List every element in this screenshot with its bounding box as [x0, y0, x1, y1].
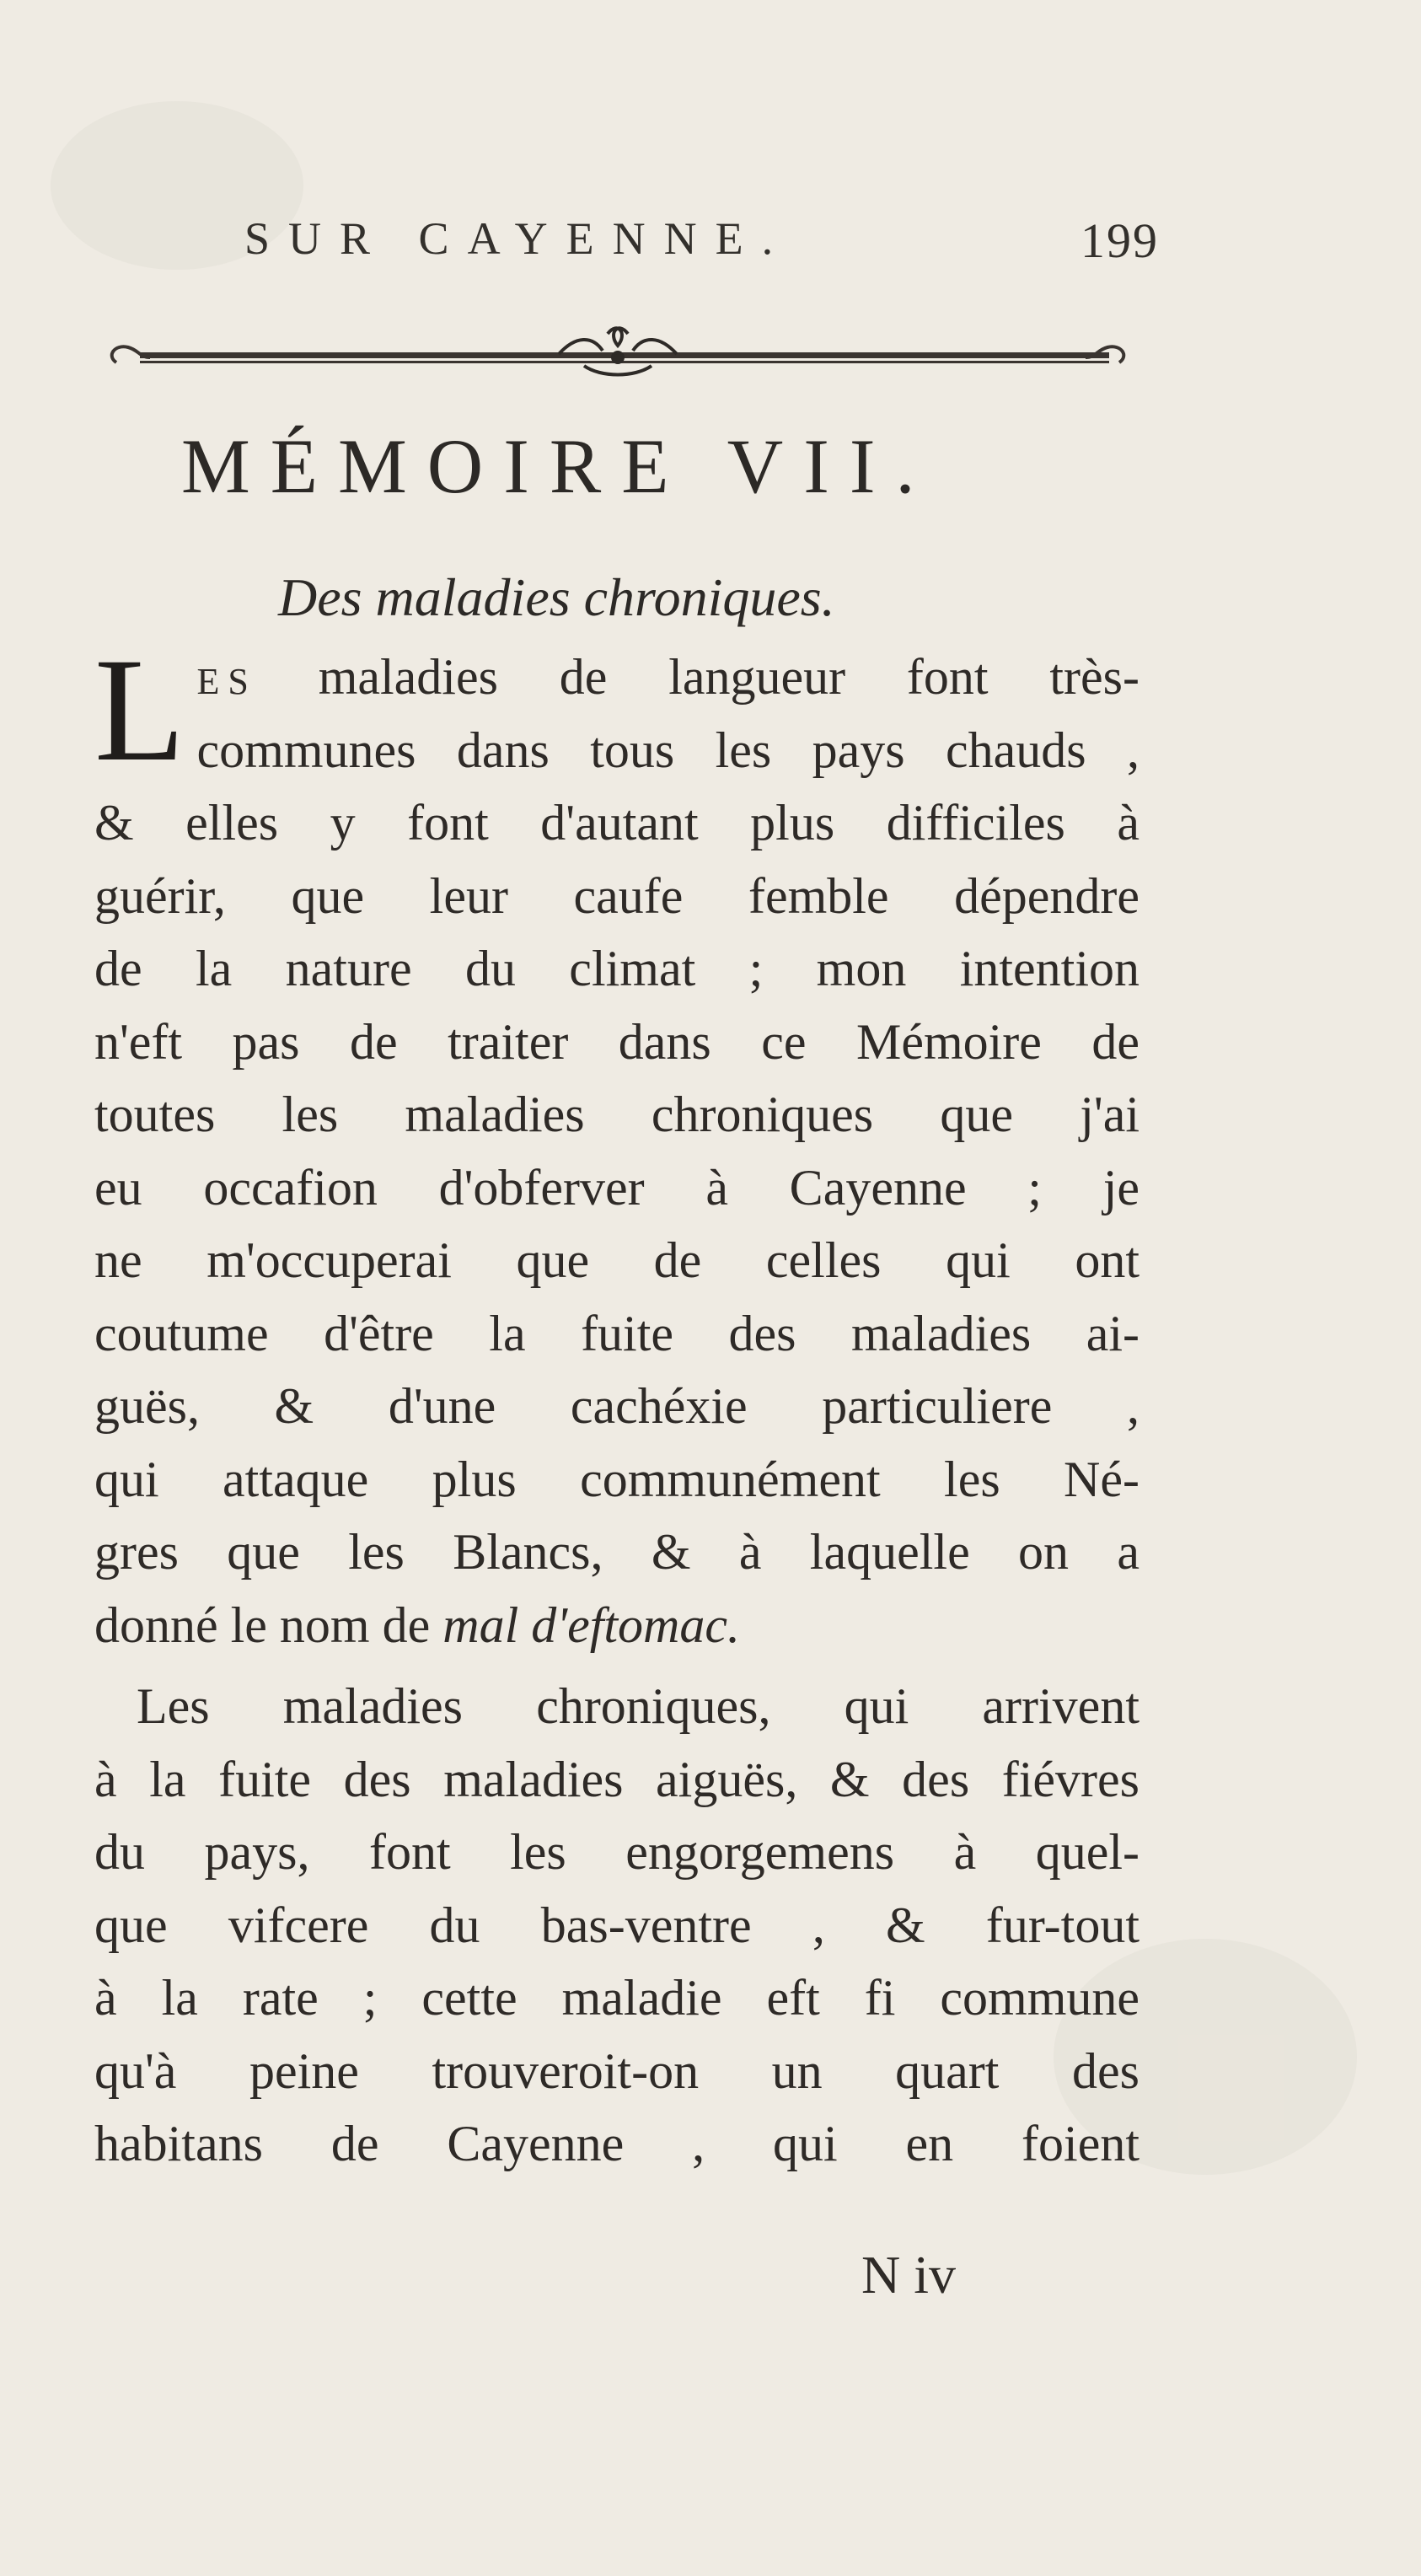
- text-line: [94, 1589, 1139, 1662]
- text-line: qu'à peine trouveroit-on un quart des: [94, 2042, 1139, 2099]
- text-line: à la fuite des maladies aiguës, & des fiévres: [94, 1751, 1139, 1807]
- text-line: n'eft pas de traiter dans ce Mémoire de: [94, 1013, 1139, 1070]
- text-line: ne m'occuperai que de celles qui ont: [94, 1232, 1139, 1288]
- text-line: du pays, font les engorgemens à quel-: [94, 1824, 1139, 1880]
- text-line: gres que les Blancs, & à laquelle on a: [94, 1524, 1139, 1580]
- first-word-rest: ES: [196, 661, 257, 702]
- paragraph-1: [94, 628, 1139, 1661]
- body-text: [94, 628, 1139, 2181]
- line-text: maladies de langueur font très-: [256, 649, 1139, 705]
- text-line: guérir, que leur caufe femble dépendre: [94, 867, 1139, 924]
- memoir-subheading: Des maladies chroniques.: [278, 567, 835, 627]
- text-line: [94, 641, 1139, 714]
- text-line: Les maladies chroniques, qui arrivent: [137, 1678, 1139, 1734]
- text-line: coutume d'être la fuite des maladies ai-: [94, 1305, 1139, 1361]
- memoir-heading: MÉMOIRE VII.: [181, 423, 936, 509]
- text-line: guës, & d'une cachéxie particuliere ,: [94, 1378, 1139, 1434]
- text-line: communes dans tous les pays chauds ,: [196, 722, 1139, 778]
- page-number: 199: [1080, 213, 1159, 268]
- text-line: & elles y font d'autant plus difficiles à: [94, 795, 1139, 851]
- ornamental-rule: [99, 314, 1136, 381]
- text-line: qui attaque plus communément les Né-: [94, 1451, 1139, 1507]
- text-line: à la rate ; cette maladie eft fi commune: [94, 1970, 1139, 2026]
- running-head-title: SUR CAYENNE.: [244, 213, 792, 264]
- drop-cap: L: [94, 628, 185, 792]
- line-text: donné le nom de: [94, 1597, 443, 1653]
- text-line: de la nature du climat ; mon intention: [94, 941, 1139, 996]
- text-line: habitans de Cayenne , qui en foient: [94, 2116, 1139, 2171]
- italic-term: mal d'eftomac.: [442, 1597, 740, 1653]
- text-line: que vifcere du bas-ventre , & fur-tout: [94, 1897, 1139, 1953]
- text-line: toutes les maladies chroniques que j'ai: [94, 1087, 1139, 1142]
- paragraph-2: [94, 1670, 1139, 2181]
- text-line: eu occafion d'obferver à Cayenne ; je: [94, 1159, 1139, 1216]
- running-head: [244, 212, 1172, 280]
- catchword: N iv: [861, 2245, 956, 2305]
